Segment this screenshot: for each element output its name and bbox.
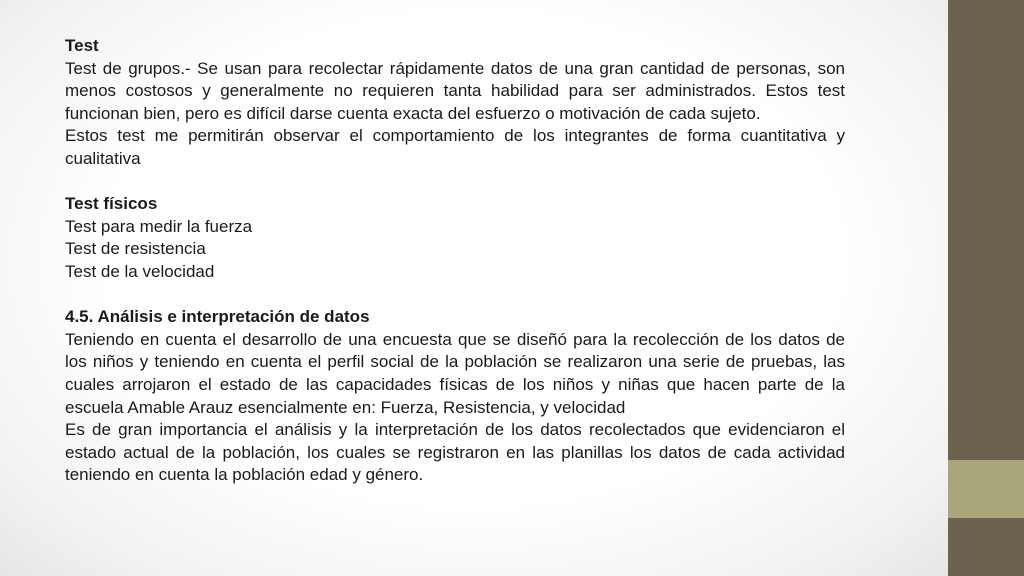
spacer [65,171,845,194]
fisicos-item: Test de la velocidad [65,261,215,281]
test-heading: Test [65,36,99,55]
analisis-paragraph-2: Es de gran importancia el análisis y la interpretación de los datos recolectados que evidenciaron el estado actual de la población, los cuales se registraron en las planillas los datos de cada actividad teniendo en cuenta la población edad y género. [65,420,845,485]
side-accent-block [948,460,1024,518]
fisicos-item: Test de resistencia [65,239,206,259]
test-paragraph-1: Test de grupos.- Se usan para recolectar rápidamente datos de una gran cantidad de personas, son menos costosos y generalmente no requieren tanta habilidad para ser administrados. Estos test funcionan bien, pero es difícil darse cuenta exacta del esfuerzo o motivación de cada sujeto. [65,58,845,123]
analisis-heading: 4.5. Análisis e interpretación de datos [65,307,370,327]
test-paragraph-2: Estos test me permitirán observar el comportamiento de los integrantes de forma cuantitativa y cualitativa [65,126,845,168]
fisicos-heading: Test físicos [65,194,158,214]
analisis-paragraph-1: Teniendo en cuenta el desarrollo de una encuesta que se diseñó para la recolección de los datos de los niños y teniendo en cuenta el perfil social de la población se realizaron una serie de pruebas, las cuales arrojaron el estado de las capacidades físicas de los niños y niñas que hacen parte de la escuela Amable Arauz esencialmente en: Fuerza, Resistencia, y velocidad [65,329,845,417]
spacer [65,284,845,307]
slide-text-body [65,35,845,487]
fisicos-item: Test para medir la fuerza [65,216,253,236]
